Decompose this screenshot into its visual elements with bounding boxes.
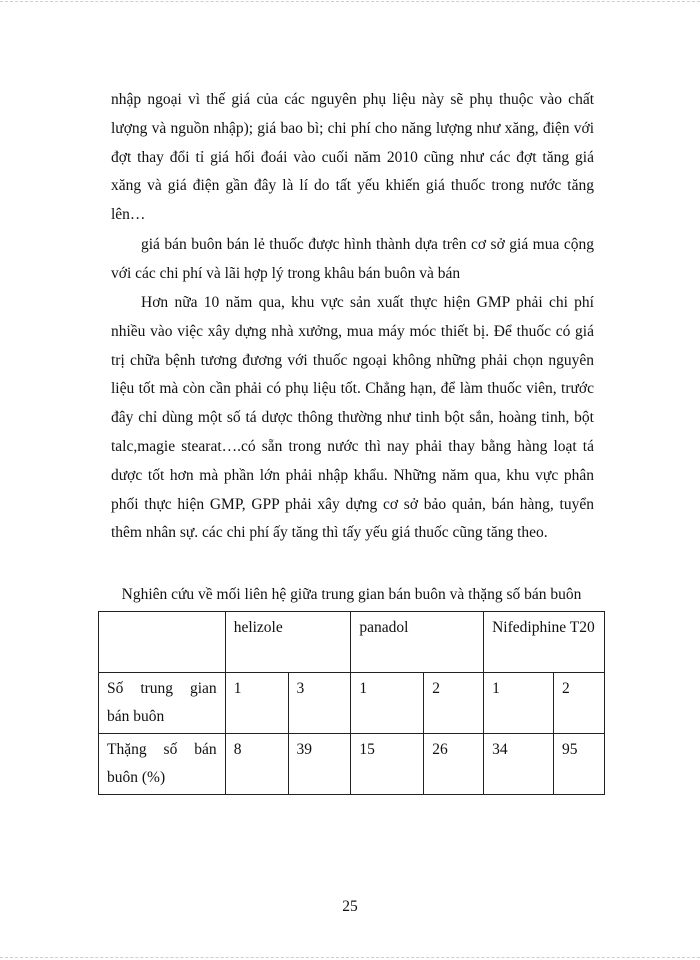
table-cell: 8 xyxy=(225,734,288,795)
paragraph-cost-factors: nhập ngoại vì thế giá của các nguyên phụ liệu này sẽ phụ thuộc vào chất lượng và nguồn nhập); giá bao bì; chi phí cho năng lượng như xăng, điện với đợt thay đổi tỉ giá hối đoái vào cuối năm 2010 cũng như các đợt tăng giá xăng và giá điện gần đây là lí do tất yếu khiến giá thuốc trong nước tăng lên… xyxy=(111,91,594,224)
table-cell: 1 xyxy=(225,673,288,734)
table-caption: Nghiên cứu về mối liên hệ giữa trung gian bán buôn và thặng số bán buôn xyxy=(121,586,582,603)
table-row xyxy=(99,734,605,795)
row-label xyxy=(99,673,226,734)
row-label-line: bán buôn xyxy=(107,708,165,725)
page-bottom-border xyxy=(0,957,700,958)
page-number: 25 xyxy=(342,898,358,915)
table-corner-cell xyxy=(99,612,226,673)
table-cell: 2 xyxy=(424,673,484,734)
table-cell: 2 xyxy=(554,673,605,734)
table-cell: 1 xyxy=(484,673,554,734)
paragraph-gmp-costs: Hơn nữa 10 năm qua, khu vực sản xuất thực hiện GMP phải chi phí nhiều vào việc xây dựng nhà xưởng, mua máy móc thiết bị. Để thuốc có giá trị chữa bệnh tương đương với thuốc ngoại không những phải chọn nguyên liệu tốt mà còn cần phải có phụ liệu tốt. Chẳng hạn, để làm thuốc viên, trước đây chỉ dùng một số tá dược thông thường như tinh bột sắn, hoàng tinh, bột talc,magie stearat….có sẵn trong nước thì nay phải thay bằng hàng loạt tá dược tốt hơn mà phần lớn phải nhập khẩu. Những năm qua, khu vực phân phối thực hiện GMP, GPP phải xây dựng cơ sở bảo quản, bán hàng, tuyển thêm nhân sự. các chi phí ấy tăng thì tấy yếu giá thuốc cũng tăng theo. xyxy=(111,294,594,542)
header-panadol: panadol xyxy=(351,612,484,673)
row-label-line: Số trung gian xyxy=(107,680,217,697)
table-cell: 1 xyxy=(351,673,424,734)
page-top-border xyxy=(0,1,700,2)
header-nifediphine: Nifediphine T20 xyxy=(484,612,605,673)
table-cell: 39 xyxy=(288,734,351,795)
table-cell: 3 xyxy=(288,673,351,734)
header-helizole: helizole xyxy=(225,612,351,673)
table-cell: 26 xyxy=(424,734,484,795)
paragraph-wholesale-price: giá bán buôn bán lẻ thuốc được hình thành dựa trên cơ sở giá mua cộng với các chi phí và lãi hợp lý trong khâu bán buôn và bán xyxy=(111,236,594,282)
table-row xyxy=(99,673,605,734)
row-label xyxy=(99,734,226,795)
wholesale-margin-table xyxy=(98,611,605,795)
row-label-line: Thặng số bán xyxy=(107,741,217,758)
table-cell: 34 xyxy=(484,734,554,795)
row-label-line: buôn (%) xyxy=(107,769,166,786)
table-header-row xyxy=(99,612,605,673)
table-cell: 95 xyxy=(554,734,605,795)
table-cell: 15 xyxy=(351,734,424,795)
